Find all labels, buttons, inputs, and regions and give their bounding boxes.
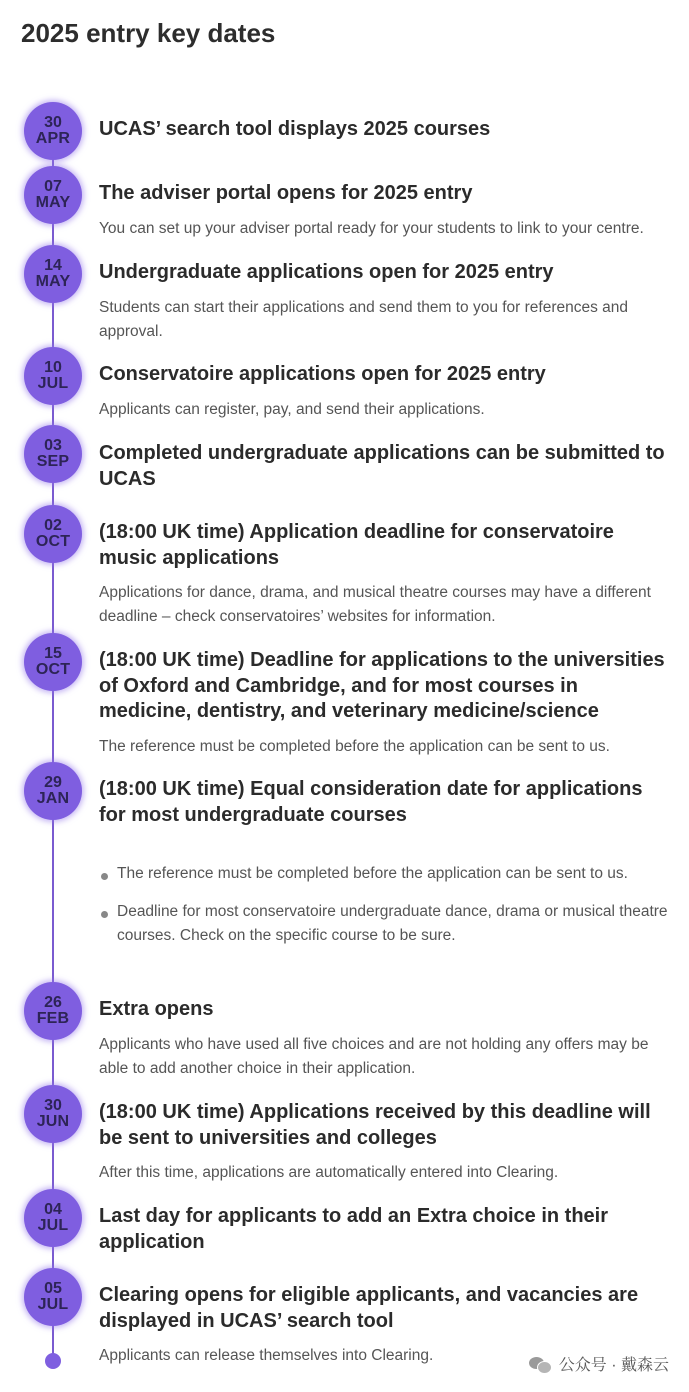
timeline-event — [99, 520, 669, 629]
bullet-item: Deadline for most conservatoire undergraduate dance, drama or musical theatre courses. Check on the specific course to be sure. — [99, 900, 669, 948]
timeline-event — [99, 648, 669, 759]
date-month: JUL — [37, 1296, 69, 1313]
date-badge — [24, 505, 82, 563]
event-bullet-list — [99, 862, 669, 948]
date-day: 04 — [44, 1201, 62, 1218]
date-day: 26 — [44, 994, 62, 1011]
date-month: OCT — [35, 661, 71, 678]
event-description: The reference must be completed before the application can be sent to us. — [99, 737, 610, 755]
event-title: Completed undergraduate applications can be submitted to UCAS — [99, 442, 665, 490]
timeline-event — [99, 1204, 669, 1255]
date-day: 07 — [44, 178, 62, 195]
date-month: JAN — [36, 790, 70, 807]
event-title: Clearing opens for eligible applicants, and vacancies are displayed in UCAS’ search tool — [99, 1284, 639, 1332]
event-description: After this time, applications are automatically entered into Clearing. — [99, 1164, 559, 1181]
date-badge — [24, 1085, 82, 1143]
date-badge — [24, 425, 82, 483]
event-title: Undergraduate applications open for 2025 entry — [99, 261, 554, 283]
date-day: 30 — [44, 1097, 62, 1114]
date-day: 30 — [44, 114, 62, 131]
event-description: Applications for dance, drama, and musical theatre courses may have a different deadline – check conservatoires’ websites for information. — [99, 584, 651, 625]
date-month: JUL — [37, 1217, 69, 1234]
date-day: 15 — [44, 645, 62, 662]
event-title: (18:00 UK time) Deadline for applications to the universities of Oxford and Cambridge, and for most courses in medicine, dentistry, and veterinary medicine/science — [99, 649, 665, 722]
date-month: OCT — [35, 533, 71, 550]
timeline-line — [52, 120, 54, 1360]
date-badge — [24, 762, 82, 820]
event-description: Applicants who have used all five choices and are not holding any offers may be able to add another choice in their application. — [99, 1035, 649, 1077]
date-day: 29 — [44, 774, 62, 791]
bullet-item: The reference must be completed before the application can be sent to us. — [99, 862, 669, 886]
event-title: Conservatoire applications open for 2025 entry — [99, 363, 546, 385]
date-badge — [24, 102, 82, 160]
date-month: MAY — [35, 194, 71, 211]
event-title: The adviser portal opens for 2025 entry — [99, 182, 473, 204]
event-description: You can set up your adviser portal ready for your students to link to your centre. — [99, 219, 644, 237]
date-month: JUL — [37, 375, 69, 392]
page-title: 2025 entry key dates — [21, 18, 276, 48]
timeline-event — [99, 117, 669, 143]
timeline-event — [99, 441, 669, 492]
watermark — [529, 1352, 669, 1375]
event-description: Students can start their applications and send them to you for references and approval. — [99, 298, 629, 340]
watermark-text: 公众号 · 戴森云 — [558, 1357, 669, 1374]
timeline-event — [99, 181, 669, 241]
timeline-event — [99, 1100, 669, 1185]
date-badge — [24, 166, 82, 224]
event-description: Applicants can register, pay, and send their applications. — [99, 400, 485, 418]
date-badge — [24, 1189, 82, 1247]
timeline-end-dot — [45, 1353, 61, 1369]
date-month: MAY — [35, 273, 71, 290]
date-badge — [24, 982, 82, 1040]
timeline-event — [99, 260, 669, 344]
event-description: Applicants can release themselves into Clearing. — [99, 1347, 434, 1364]
event-title: UCAS’ search tool displays 2025 courses — [99, 118, 491, 140]
date-day: 10 — [44, 359, 62, 376]
timeline-event — [99, 997, 669, 1081]
date-badge — [24, 245, 82, 303]
date-day: 05 — [44, 1280, 62, 1297]
event-title: (18:00 UK time) Applications received by this deadline will be sent to universities and colleges — [99, 1101, 651, 1149]
date-badge — [24, 1268, 82, 1326]
event-title: (18:00 UK time) Application deadline for conservatoire music applications — [99, 521, 614, 569]
date-month: FEB — [36, 1010, 70, 1027]
date-month: SEP — [36, 453, 70, 470]
timeline-event — [99, 362, 669, 422]
event-title: (18:00 UK time) Equal consideration date for applications for most undergraduate courses — [99, 778, 643, 826]
date-badge — [24, 633, 82, 691]
wechat-icon — [529, 1355, 551, 1373]
event-title: Last day for applicants to add an Extra choice in their application — [99, 1205, 609, 1253]
date-day: 03 — [44, 437, 62, 454]
date-day: 02 — [44, 517, 62, 534]
event-title: Extra opens — [99, 998, 214, 1020]
date-badge — [24, 347, 82, 405]
date-month: JUN — [36, 1113, 70, 1130]
date-day: 14 — [44, 257, 62, 274]
date-month: APR — [35, 130, 71, 147]
timeline-event — [99, 777, 669, 962]
